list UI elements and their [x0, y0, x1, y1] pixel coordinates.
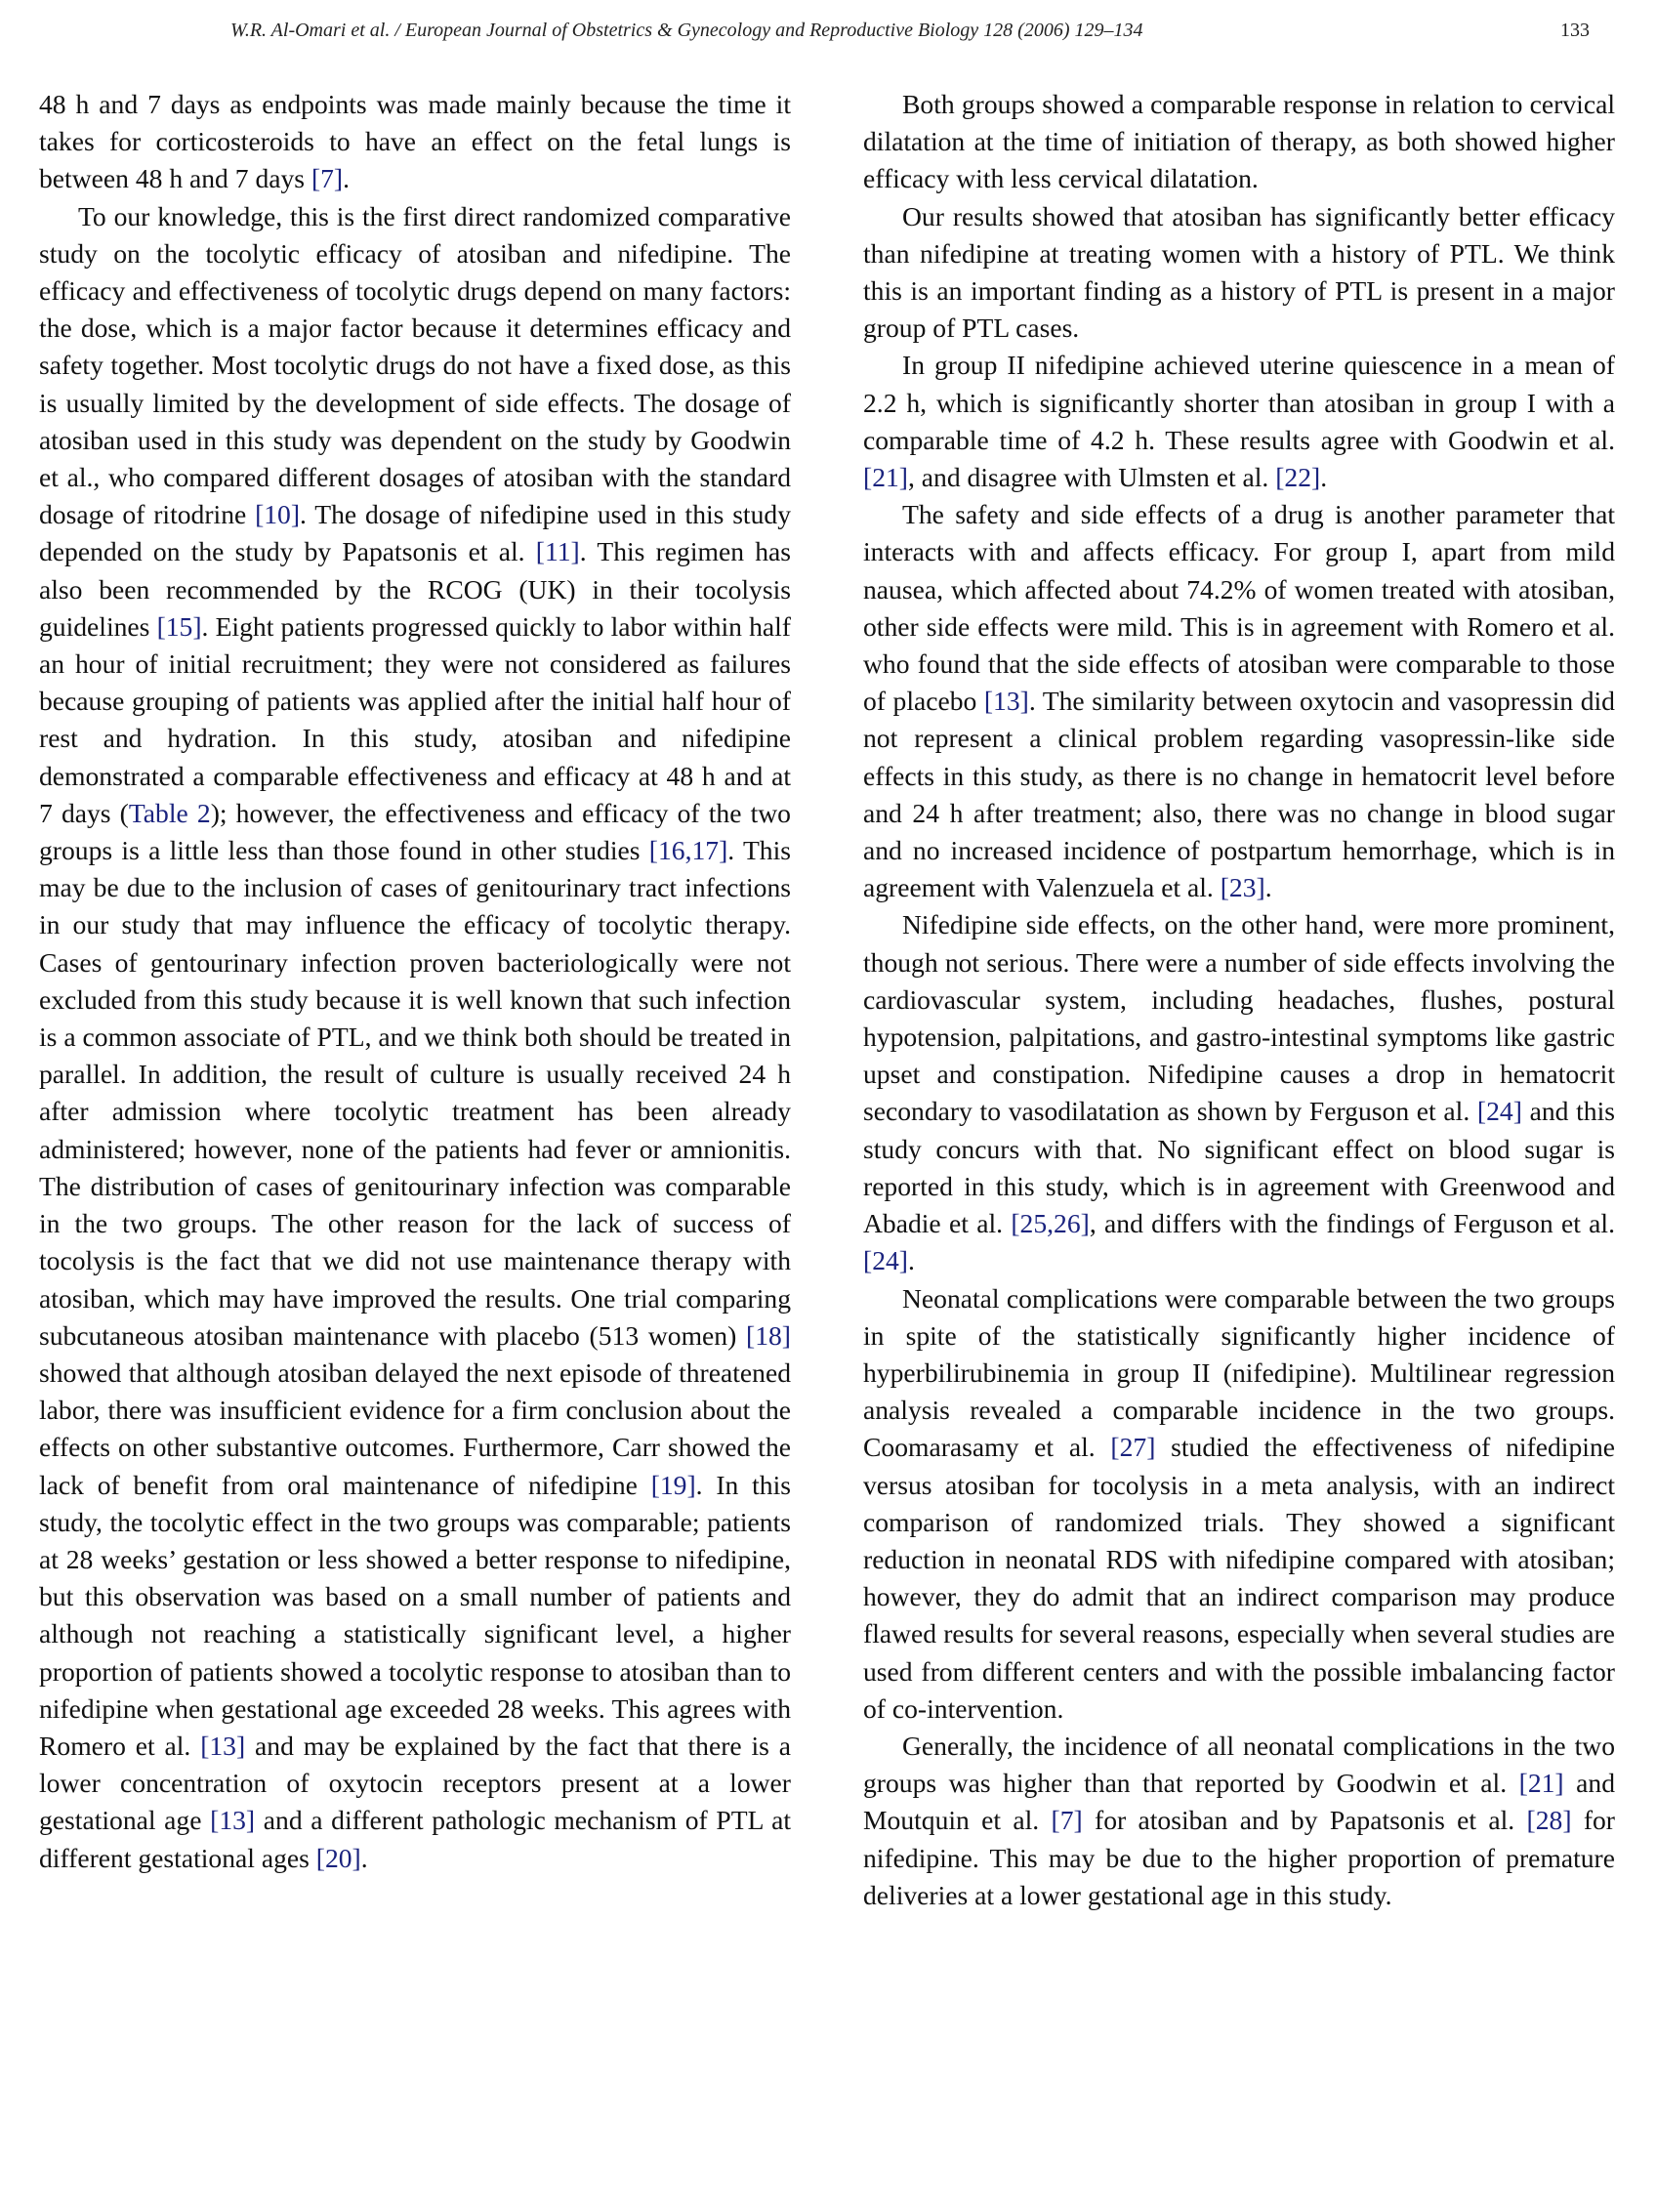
- citation-link[interactable]: [27]: [1110, 1432, 1156, 1463]
- citation-link[interactable]: [15]: [156, 610, 202, 642]
- citation-link[interactable]: [13]: [983, 686, 1029, 717]
- paragraph-text: Generally, the incidence of all neonatal complications in the two groups was higher than that reported by Goodwin et al.: [863, 1730, 1615, 1799]
- body-paragraph: [39, 198, 791, 1877]
- paragraph-text: , and disagree with Ulmsten et al.: [907, 462, 1276, 493]
- paragraph-text: 48 h and 7 days as endpoints was made mainly because the time it takes for corticosteroids to have an effect on the fetal lungs is between 48 h and 7 days: [39, 89, 791, 194]
- citation-link[interactable]: [20]: [315, 1842, 361, 1873]
- body-paragraph: [863, 86, 1615, 198]
- citation-link[interactable]: [24]: [863, 1245, 908, 1276]
- page-number: 133: [1560, 20, 1590, 41]
- body-paragraph: [863, 347, 1615, 496]
- paragraph-text: .: [907, 1245, 915, 1276]
- citation-link[interactable]: [22]: [1275, 462, 1321, 493]
- paragraph-text: .: [1264, 872, 1272, 903]
- body-paragraph: [39, 86, 791, 198]
- paragraph-text: . This may be due to the inclusion of cases of genitourinary tract infections in our study that may influence the efficacy of tocolytic therapy. Cases of gentourinary infection proven bacteriologically were not excluded from this study because it is well known that such infection is a common associate of PTL, and we think both should be treated in parallel. In addition, the result of culture is usually received 24 h after admission where tocolytic treatment has been already administered; however, none of the patients had fever or amnionitis. The distribution of cases of genitourinary infection was comparable in the two groups. The other reason for the lack of success of tocolysis is the fact that we did not use maintenance therapy with atosiban, which may have improved the results. One trial comparing subcutaneous atosiban maintenance with placebo (513 women): [39, 835, 792, 1351]
- paragraph-text: studied the effectiveness of nifedipine versus atosiban for tocolysis in a meta analysis, with an indirect comparison of randomized trials. They showed a significant reduction in neonatal RDS with nifedipine compared with atosiban; however, they do admit that an indirect comparison may produce flawed results for several reasons, especially when several studies are used from different centers and with the possible imbalancing factor of co-intervention.: [863, 1432, 1615, 1724]
- paragraph-text: for atosiban and by Papatsonis et al.: [1082, 1805, 1527, 1836]
- paragraph-text: and a different pathologic mechanism of PTL at different gestational ages: [39, 1805, 791, 1873]
- citation-link[interactable]: [13]: [210, 1805, 256, 1836]
- paragraph-text: .: [343, 163, 351, 194]
- citation-link[interactable]: [16,17]: [648, 835, 728, 866]
- paragraph-text: . The dosage of nifedipine used in this study depended on the study by Papatsonis et al.: [39, 499, 791, 567]
- citation-link[interactable]: [21]: [863, 462, 908, 493]
- citation-link[interactable]: [25,26]: [1011, 1208, 1090, 1239]
- citation-link[interactable]: [23]: [1220, 872, 1265, 903]
- paragraph-text: In group II nifedipine achieved uterine quiescence in a mean of 2.2 h, which is significantly shorter than atosiban in group I with a comparable time of 4.2 h. These results agree with Goodwin et al.: [863, 350, 1615, 455]
- paragraph-text: and this study concurs with that. No significant effect on blood sugar is reported in this study, which is in agreement with Greenwood and Abadie et al.: [863, 1096, 1615, 1239]
- paragraph-text: Nifedipine side effects, on the other hand, were more prominent, though not serious. There were a number of side effects involving the cardiovascular system, including headaches, flushes, postural hypotension, palpitations, and gastro-intestinal symptoms like gastric upset and constipation. Nifedipine causes a drop in hematocrit secondary to vasodilatation as shown by Ferguson et al.: [863, 909, 1615, 1127]
- citation-link[interactable]: [10]: [255, 499, 301, 530]
- body-paragraph: [863, 906, 1615, 1279]
- left-text-column: [39, 86, 791, 1877]
- body-paragraph: [863, 1728, 1615, 1914]
- citation-link[interactable]: [18]: [746, 1319, 791, 1351]
- running-header: [0, 20, 1656, 49]
- paragraph-text: .: [1320, 462, 1328, 493]
- citation-link[interactable]: [13]: [200, 1730, 246, 1761]
- citation-link[interactable]: Table 2: [128, 797, 211, 828]
- paragraph-text: Our results showed that atosiban has significantly better efficacy than nifedipine at treating women with a history of PTL. We think this is an important finding as a history of PTL is present in a major group of PTL cases.: [863, 200, 1615, 344]
- paragraph-text: and may be explained by the fact that there is a lower concentration of oxytocin receptors present at a lower gestational age: [39, 1730, 792, 1836]
- paragraph-text: Neonatal complications were comparable between the two groups in spite of the statistically significantly higher incidence of hyperbilirubinemia in group II (nifedipine). Multilinear regression analysis revealed a comparable incidence in the two groups. Coomarasamy et al.: [863, 1282, 1615, 1463]
- paragraph-text: showed that although atosiban delayed the next episode of threatened labor, there was insufficient evidence for a firm conclusion about the effects on other substantive outcomes. Furthermore, Carr showed the lack of benefit from oral maintenance of nifedipine: [39, 1356, 791, 1500]
- body-paragraph: [863, 1280, 1615, 1728]
- citation-link[interactable]: [21]: [1518, 1768, 1564, 1799]
- right-text-column: [863, 86, 1615, 1914]
- paragraph-text: . This regimen has also been recommended by the RCOG (UK) in their tocolysis guidelines: [39, 536, 791, 642]
- paragraph-text: for nifedipine. This may be due to the higher proportion of premature deliveries at a lower gestational age in this study.: [863, 1805, 1616, 1910]
- citation-link[interactable]: [24]: [1476, 1096, 1522, 1127]
- citation-link[interactable]: [11]: [535, 536, 580, 567]
- paragraph-text: To our knowledge, this is the first direct randomized comparative study on the tocolytic efficacy of atosiban and nifedipine. The efficacy and effectiveness of tocolytic drugs depend on many factors: the dose, which is a major factor because it determines efficacy and safety together. Most tocolytic drugs do not have a fixed dose, as this is usually limited by the development of side effects. The dosage of atosiban used in this study was dependent on the study by Goodwin et al., who compared different dosages of atosiban with the standard dosage of ritodrine: [39, 200, 791, 530]
- paragraph-text: Both groups showed a comparable response in relation to cervical dilatation at the time of initiation of therapy, as both showed higher efficacy with less cervical dilatation.: [863, 89, 1615, 194]
- running-title: W.R. Al-Omari et al. / European Journal of Obstetrics & Gynecology and Reproductive Biology 128 (2006) 129–134: [230, 20, 1143, 41]
- citation-link[interactable]: [7]: [1051, 1805, 1083, 1836]
- citation-link[interactable]: [7]: [310, 163, 344, 194]
- paragraph-text: . The similarity between oxytocin and vasopressin did not represent a clinical problem regarding vasopressin-like side effects in this study, as there is no change in hematocrit level before and 24 h after treatment; also, there was no change in blood sugar and no increased incidence of postpartum hemorrhage, which is in agreement with Valenzuela et al.: [863, 686, 1615, 903]
- body-paragraph: [863, 198, 1615, 348]
- citation-link[interactable]: [19]: [650, 1469, 696, 1500]
- body-paragraph: [863, 496, 1615, 906]
- paragraph-text: . Eight patients progressed quickly to labor within half an hour of initial recruitment; they were not considered as failures because grouping of patients was applied after the initial half hour of rest and hydration. In this study, atosiban and nifedipine demonstrated a comparable effectiveness and efficacy at 48 h and at 7 days (: [39, 610, 791, 828]
- paragraph-text: .: [360, 1842, 368, 1873]
- paragraph-text: The safety and side effects of a drug is another parameter that interacts with and affects efficacy. For group I, apart from mild nausea, which affected about 74.2% of women treated with atosiban, other side effects were mild. This is in agreement with Romero et al. who found that the side effects of atosiban were comparable to those of placebo: [863, 499, 1615, 717]
- paragraph-text: and Moutquin et al.: [863, 1768, 1615, 1836]
- paragraph-text: . In this study, the tocolytic effect in the two groups was comparable; patients at 28 weeks’ gestation or less showed a better response to nifedipine, but this observation was based on a small number of patients and although not reaching a statistically significant level, a higher proportion of patients showed a tocolytic response to atosiban than to nifedipine when gestational age exceeded 28 weeks. This agrees with Romero et al.: [39, 1469, 791, 1761]
- paragraph-text: , and differs with the findings of Ferguson et al.: [1089, 1208, 1615, 1239]
- paragraph-text: ); however, the effectiveness and efficacy of the two groups is a little less than those found in other studies: [39, 797, 791, 866]
- citation-link[interactable]: [28]: [1526, 1805, 1572, 1836]
